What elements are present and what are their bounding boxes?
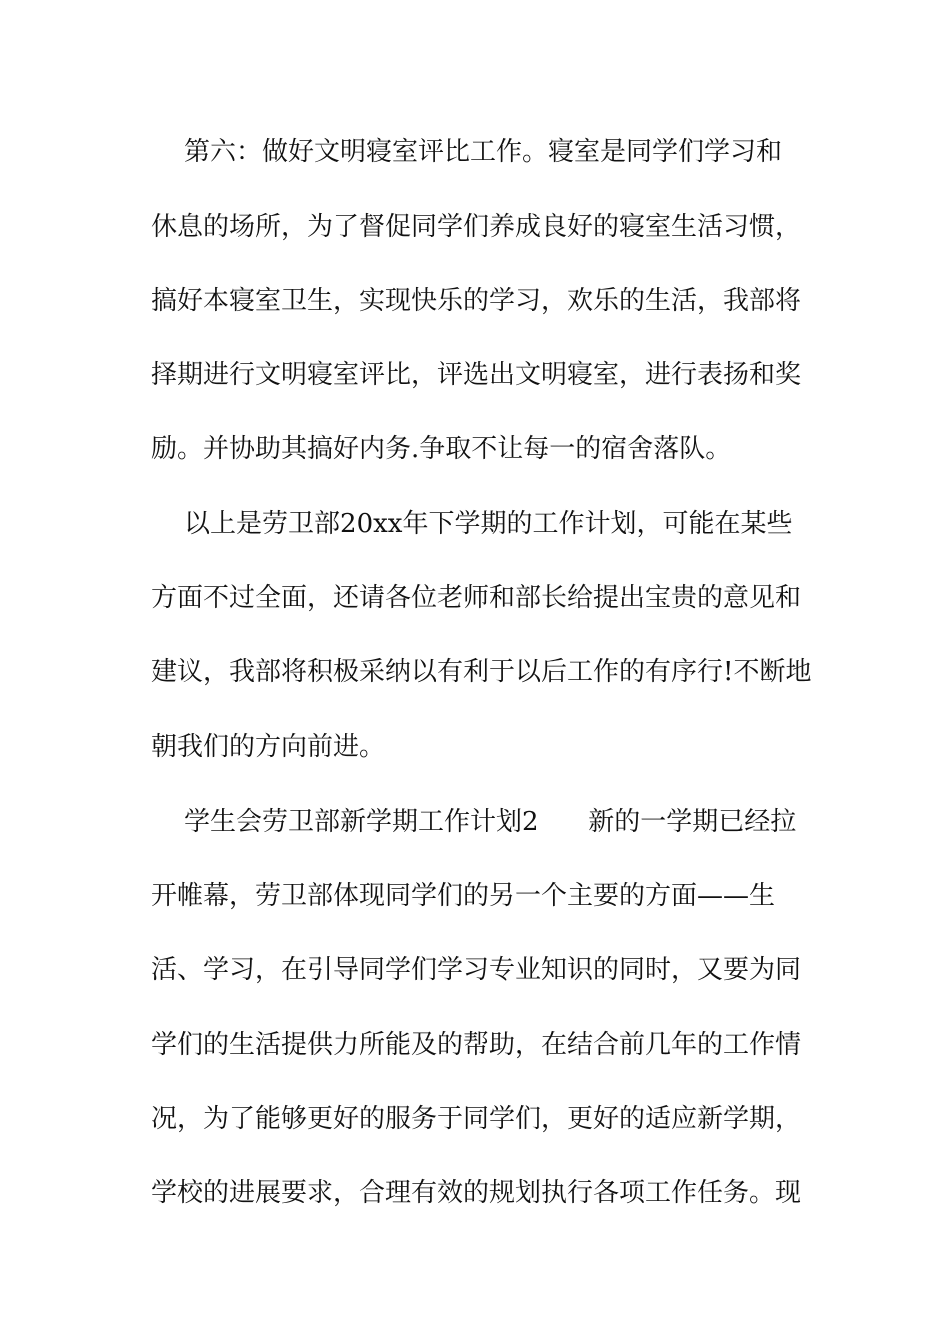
text-line: 活、学习，在引导同学们学习专业知识的同时，又要为同: [151, 955, 802, 985]
text-line: 方面不过全面，还请各位老师和部长给提出宝贵的意见和: [151, 583, 802, 613]
text-line: 休息的场所，为了督促同学们养成良好的寝室生活习惯，: [151, 212, 802, 242]
text-line: 以上是劳卫部20xx年下学期的工作计划，可能在某些: [151, 509, 793, 539]
text-line: 励。并协助其搞好内务.争取不让每一的宿舍落队。: [151, 434, 732, 464]
text-line: 朝我们的方向前进。: [151, 732, 386, 762]
text-line: 建议，我部将积极采纳以有利于以后工作的有序行!不断地: [151, 657, 812, 687]
text-line: 搞好本寝室卫生，实现快乐的学习，欢乐的生活，我部将: [151, 286, 802, 316]
text-line: 学们的生活提供力所能及的帮助，在结合前几年的工作情: [151, 1030, 802, 1060]
text-line: 学生会劳卫部新学期工作计划2 新的一学期已经拉: [151, 807, 797, 837]
text-line: 择期进行文明寝室评比，评选出文明寝室，进行表扬和奖: [151, 360, 802, 390]
text-line: 学校的进展要求，合理有效的规划执行各项工作任务。现: [151, 1178, 802, 1208]
text-line: 况，为了能够更好的服务于同学们，更好的适应新学期，: [151, 1104, 802, 1134]
text-line: 第六：做好文明寝室评比工作。寝室是同学们学习和: [151, 137, 783, 167]
text-line: 开帷幕，劳卫部体现同学们的另一个主要的方面——生: [151, 881, 776, 911]
